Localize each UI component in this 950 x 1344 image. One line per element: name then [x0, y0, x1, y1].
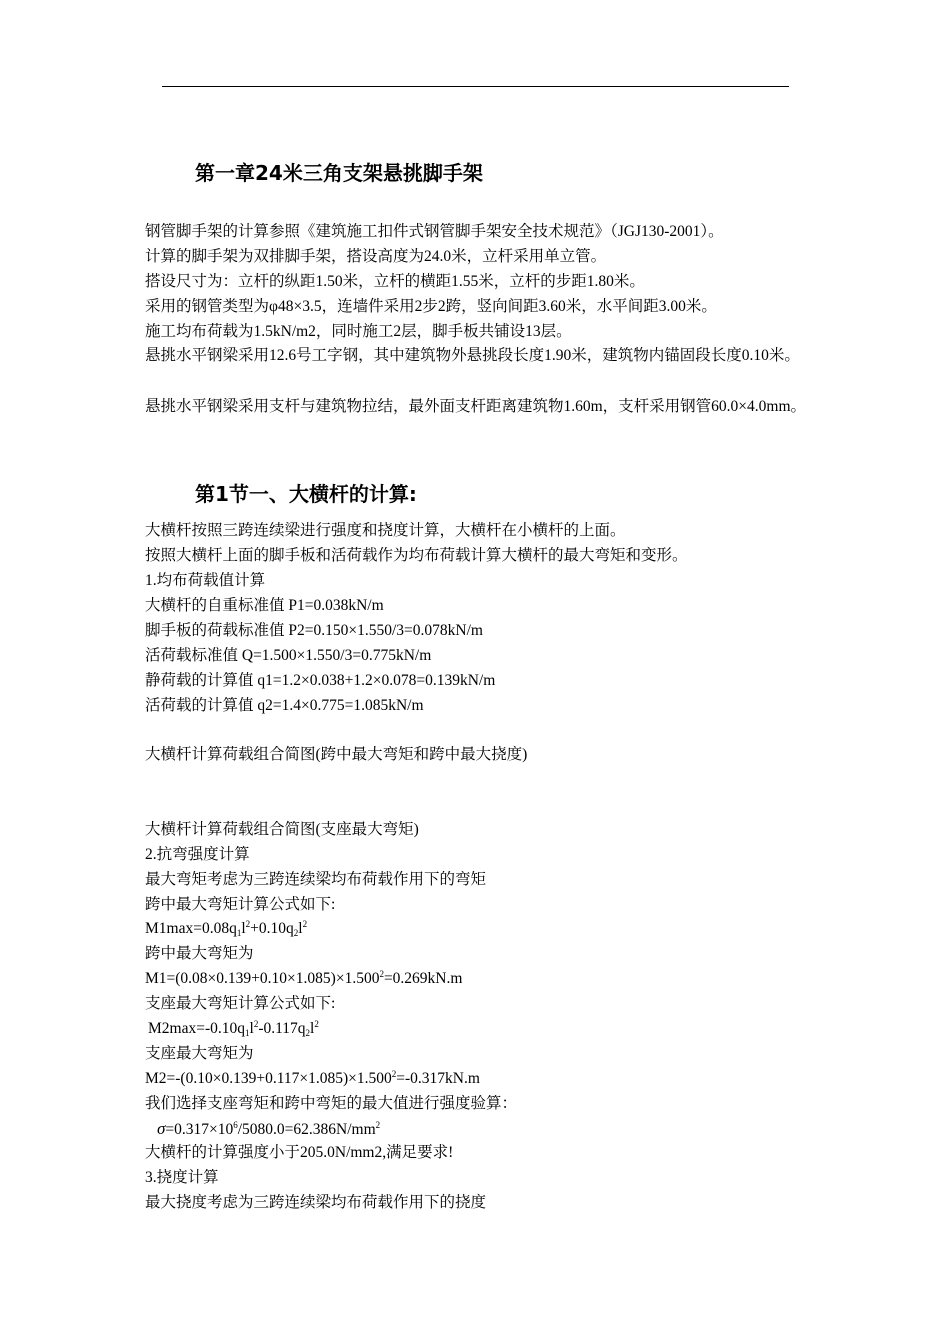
body-line: 大横杆按照三跨连续梁进行强度和挠度计算，大横杆在小横杆的上面。: [145, 522, 626, 539]
section-title: 第1节一、大横杆的计算:: [195, 482, 417, 506]
body-line: 支座最大弯矩计算公式如下:: [145, 995, 336, 1012]
formula-m1: $M1=(0.08\times 0.139+0.10\times 1.085)\times 1.500^2=0.269kN.m$: [145, 969, 463, 987]
formula-m2: $M2=-(0.10\times 0.139+0.117\times 1.085)\times 1.500^2=-0.317kN.m$: [145, 1069, 480, 1087]
body-line: 活荷载标准值 Q=1.500×1.550/3=0.775kN/m: [145, 647, 432, 664]
subsection-heading: 1.均布荷载值计算: [145, 572, 266, 589]
body-line: 静荷载的计算值 q1=1.2×0.038+1.2×0.078=0.139kN/m: [145, 672, 496, 689]
formula-m1max: $M1\max=0.08q_1l^2+0.10q_2l^2$: [145, 919, 308, 938]
sigma-symbol: σ: [157, 1119, 166, 1138]
body-line: 我们选择支座弯矩和跨中弯矩的最大值进行强度验算：: [145, 1095, 518, 1112]
intro-paragraph-7: 悬挑水平钢梁采用支杆与建筑物拉结，最外面支杆距离建筑物1.60m，支杆采用钢管60.0×4.0mm。: [145, 398, 807, 415]
chapter-title: 第一章24米三角支架悬挑脚手架: [195, 161, 483, 185]
intro-paragraph-2: 计算的脚手架为双排脚手架，搭设高度为24.0米，立杆采用单立管。: [145, 248, 607, 265]
intro-paragraph-4: 采用的钢管类型为φ48×3.5，连墙件采用2步2跨，竖向间距3.60米，水平间距3.00米。: [145, 298, 717, 315]
formula-m2max: $M2\max=-0.10q_1l^2-0.117q_2l^2$: [148, 1019, 319, 1038]
intro-paragraph-6: 悬挑水平钢梁采用12.6号工字钢，其中建筑物外悬挑段长度1.90米，建筑物内锚固段长度0.10米。: [145, 347, 800, 364]
figure-caption: 大横杆计算荷载组合简图(跨中最大弯矩和跨中最大挠度): [145, 746, 528, 763]
body-line: 最大弯矩考虑为三跨连续梁均布荷载作用下的弯矩: [145, 871, 487, 888]
subsection-heading: 3.挠度计算: [145, 1169, 219, 1186]
body-line: 活荷载的计算值 q2=1.4×0.775=1.085kN/m: [145, 697, 424, 714]
intro-paragraph-3: 搭设尺寸为：立杆的纵距1.50米，立杆的横距1.55米，立杆的步距1.80米。: [145, 273, 645, 290]
figure-caption: 大横杆计算荷载组合简图(支座最大弯矩): [145, 821, 419, 838]
body-line: 脚手板的荷载标准值 P2=0.150×1.550/3=0.078kN/m: [145, 622, 483, 639]
intro-paragraph-5: 施工均布荷载为1.5kN/m2，同时施工2层，脚手板共铺设13层。: [145, 323, 572, 340]
body-line: 跨中最大弯矩计算公式如下:: [145, 896, 336, 913]
body-line: 按照大横杆上面的脚手板和活荷载作为均布荷载计算大横杆的最大弯矩和变形。: [145, 547, 688, 564]
subsection-heading: 2.抗弯强度计算: [145, 846, 250, 863]
body-line: 大横杆的自重标准值 P1=0.038kN/m: [145, 597, 384, 614]
header-rule: [162, 86, 789, 87]
intro-paragraph-1: 钢管脚手架的计算参照《建筑施工扣件式钢管脚手架安全技术规范》（JGJ130-2001）。: [145, 223, 724, 240]
formula-sigma: $\sigma=0.317\times 10^6/5080.0=62.386N/mm^2$: [157, 1119, 381, 1138]
body-line: 大横杆的计算强度小于205.0N/mm2,满足要求!: [145, 1144, 454, 1161]
body-line: 支座最大弯矩为: [145, 1045, 254, 1062]
body-line: 跨中最大弯矩为: [145, 945, 254, 962]
body-line: 最大挠度考虑为三跨连续梁均布荷载作用下的挠度: [145, 1194, 487, 1211]
